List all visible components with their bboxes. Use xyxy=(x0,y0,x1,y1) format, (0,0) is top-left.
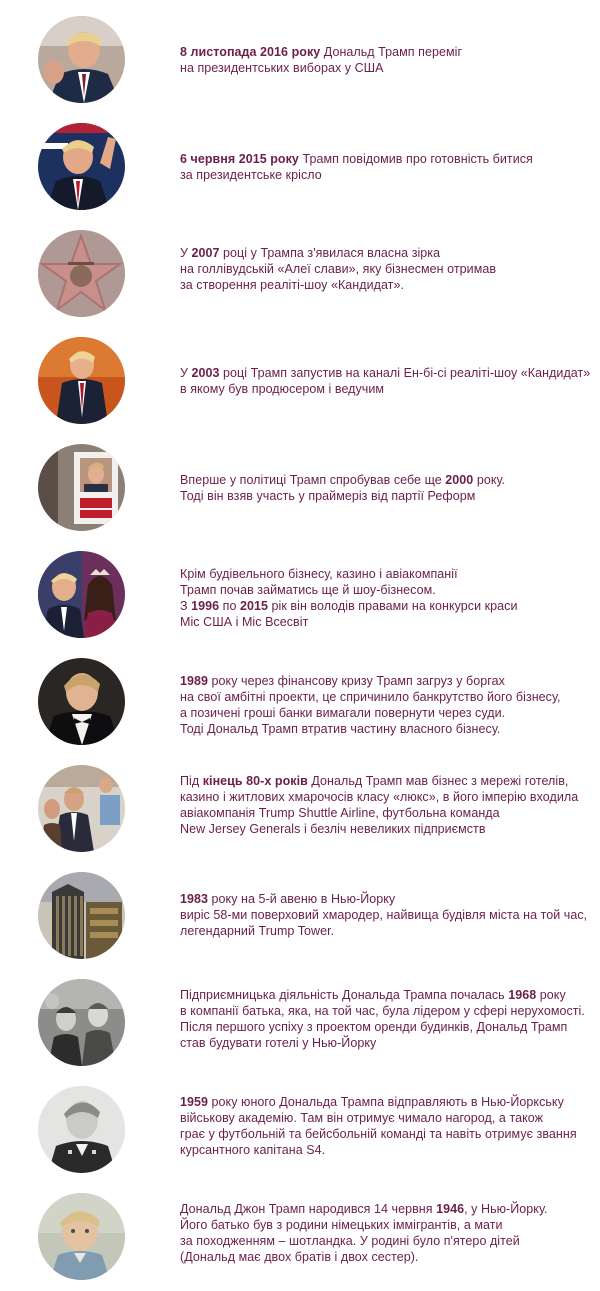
date-highlight: 1989 xyxy=(180,674,209,688)
text-segment: за створення реаліті-шоу «Кандидат». xyxy=(180,278,404,292)
date-highlight: 1983 xyxy=(180,892,209,906)
text-segment: Трамп повідомив про готовність битися xyxy=(298,152,533,166)
trump-2000-sign-photo xyxy=(38,444,125,531)
text-segment: року. xyxy=(473,473,506,487)
timeline-entry-1983 xyxy=(0,863,600,970)
text-segment: в якому був продюсером і ведучим xyxy=(180,382,385,396)
text-segment: року юного Дональда Трампа відправляють в Нью-Йоркську xyxy=(208,1095,564,1109)
text-segment: грає у футбольній та бейсбольній команді та навіть отримує звання xyxy=(180,1127,577,1141)
text-segment: за президентське крісло xyxy=(180,168,322,182)
date-highlight: 2003 xyxy=(191,366,220,380)
text-segment: У xyxy=(180,246,192,260)
entry-text xyxy=(180,245,592,293)
text-segment: по xyxy=(219,599,241,613)
trump-80s-business-photo xyxy=(38,765,125,852)
timeline-entry-2003 xyxy=(0,328,600,435)
text-line xyxy=(180,472,592,488)
timeline-entry-1989 xyxy=(0,649,600,756)
text-line xyxy=(180,789,592,805)
text-line xyxy=(180,44,592,60)
the-apprentice-photo xyxy=(38,337,125,424)
timeline-entry-2007 xyxy=(0,221,600,328)
text-segment: став будувати готелі у Нью-Йорку xyxy=(180,1036,377,1050)
text-segment: року xyxy=(536,988,566,1002)
text-segment: Міс США і Міс Всесвіт xyxy=(180,615,309,629)
entry-text xyxy=(180,1094,592,1158)
text-segment: рік він володів правами на конкурси краси xyxy=(268,599,518,613)
beauty-pageant-photo xyxy=(38,551,125,638)
trump-tuxedo-photo xyxy=(38,658,125,745)
timeline-entry-2000 xyxy=(0,435,600,542)
text-segment: Трамп почав займатись ще й шоу-бізнесом. xyxy=(180,583,436,597)
text-segment: Дональд Трамп переміг xyxy=(320,45,463,59)
entry-text xyxy=(180,891,592,939)
timeline-entry-1959 xyxy=(0,1077,600,1184)
text-segment: , у Нью-Йорку. xyxy=(464,1202,548,1216)
text-segment: році у Трампа з'явилася власна зірка xyxy=(219,246,441,260)
date-highlight: 2007 xyxy=(191,246,220,260)
text-segment: Дональд Джон Трамп народився 14 червня xyxy=(180,1202,437,1216)
date-highlight: 2000 xyxy=(445,473,474,487)
text-line xyxy=(180,245,592,261)
entry-text xyxy=(180,44,592,76)
entry-text xyxy=(180,1201,592,1265)
text-line xyxy=(180,673,592,689)
text-segment: Тоді він взяв участь у праймеріз від партії Реформ xyxy=(180,489,476,503)
text-segment: році Трамп запустив на каналі Ен-бі-сі реаліті-шоу «Кандидат» xyxy=(219,366,591,380)
text-line xyxy=(180,60,592,76)
trump-2016-election-photo xyxy=(38,16,125,103)
timeline-entry-80s xyxy=(0,756,600,863)
entry-text xyxy=(180,566,592,630)
text-segment: Крім будівельного бізнесу, казино і авіакомпанії xyxy=(180,567,458,581)
date-highlight: 2015 xyxy=(240,599,269,613)
entry-text xyxy=(180,151,592,183)
text-segment: З xyxy=(180,599,192,613)
text-segment: в компанії батька, яка, на той час, була лідером у сфері нерухомості. xyxy=(180,1004,585,1018)
text-segment: У xyxy=(180,366,192,380)
text-line xyxy=(180,1126,592,1142)
text-line xyxy=(180,488,592,504)
date-highlight: 1996 xyxy=(191,599,220,613)
text-segment: на свої амбітні проекти, це спричинило банкрутство його бізнесу, xyxy=(180,690,561,704)
timeline-entry-1968 xyxy=(0,970,600,1077)
text-segment: курсантного капітана S4. xyxy=(180,1143,326,1157)
text-segment: (Дональд має двох братів і двох сестер). xyxy=(180,1250,419,1264)
young-trump-family-photo xyxy=(38,979,125,1066)
text-line xyxy=(180,365,592,381)
text-segment: Його батько був з родини німецьких іммігрантів, а мати xyxy=(180,1218,503,1232)
trump-2015-campaign-photo xyxy=(38,123,125,210)
text-segment: за походженням – шотландка. У родині було п'ятеро дітей xyxy=(180,1234,520,1248)
text-segment: на голлівудській «Алеї слави», яку бізнесмен отримав xyxy=(180,262,497,276)
text-line xyxy=(180,582,592,598)
entry-text xyxy=(180,673,592,737)
text-line xyxy=(180,821,592,837)
entry-text xyxy=(180,365,592,397)
date-highlight: 1946 xyxy=(436,1202,465,1216)
hollywood-star-photo xyxy=(38,230,125,317)
timeline-entry-2016 xyxy=(0,7,600,114)
date-highlight: 6 червня 2015 року xyxy=(180,152,299,166)
text-line xyxy=(180,721,592,737)
date-highlight: 8 листопада 2016 року xyxy=(180,45,321,59)
text-line xyxy=(180,1003,592,1019)
text-line xyxy=(180,1201,592,1217)
text-line xyxy=(180,381,592,397)
text-line xyxy=(180,1217,592,1233)
text-line xyxy=(180,277,592,293)
timeline-entry-1996 xyxy=(0,542,600,649)
text-line xyxy=(180,689,592,705)
text-line xyxy=(180,1110,592,1126)
text-line xyxy=(180,598,592,614)
text-line xyxy=(180,907,592,923)
text-segment: Після першого успіху з проектом оренди будинків, Дональд Трамп xyxy=(180,1020,568,1034)
text-line xyxy=(180,1035,592,1051)
text-segment: казино і житлових хмарочосів класу «люкс», в його імперію входила xyxy=(180,790,579,804)
text-segment: на президентських виборах у США xyxy=(180,61,384,75)
text-segment: авіакомпанія Trump Shuttle Airline, футбольна команда xyxy=(180,806,500,820)
text-line xyxy=(180,923,592,939)
date-highlight: 1968 xyxy=(508,988,537,1002)
text-line xyxy=(180,705,592,721)
date-highlight: 1959 xyxy=(180,1095,209,1109)
text-line xyxy=(180,1019,592,1035)
entry-text xyxy=(180,987,592,1051)
text-segment: легендарний Trump Tower. xyxy=(180,924,335,938)
timeline-entry-2015 xyxy=(0,114,600,221)
text-line xyxy=(180,1142,592,1158)
text-segment: року на 5-й авеню в Нью-Йорку xyxy=(208,892,396,906)
text-segment: року через фінансову кризу Трамп загруз у боргах xyxy=(208,674,505,688)
text-line xyxy=(180,773,592,789)
text-segment: New Jersey Generals і безліч невеликих підприємств xyxy=(180,822,486,836)
military-academy-photo xyxy=(38,1086,125,1173)
text-line xyxy=(180,261,592,277)
text-segment: а позичені гроші банки вимагали повернути через суди. xyxy=(180,706,506,720)
text-line xyxy=(180,891,592,907)
text-line xyxy=(180,805,592,821)
text-line xyxy=(180,614,592,630)
text-segment: Дональд Трамп мав бізнес з мережі готелів, xyxy=(307,774,569,788)
text-line xyxy=(180,566,592,582)
text-segment: виріс 58-ми поверховий хмародер, найвища будівля міста на той час, xyxy=(180,908,588,922)
entry-text xyxy=(180,773,592,837)
text-segment: Підприємницька діяльність Дональда Трампа почалась xyxy=(180,988,509,1002)
text-line xyxy=(180,987,592,1003)
text-line xyxy=(180,1094,592,1110)
timeline-entry-1946 xyxy=(0,1184,600,1291)
text-line xyxy=(180,1233,592,1249)
text-segment: Тоді Дональд Трамп втратив частину власного бізнесу. xyxy=(180,722,501,736)
date-highlight: кінець 80-х років xyxy=(202,774,308,788)
text-line xyxy=(180,151,592,167)
entry-text xyxy=(180,472,592,504)
trump-childhood-photo xyxy=(38,1193,125,1280)
text-segment: військову академію. Там він отримує чимало нагород, а також xyxy=(180,1111,544,1125)
trump-tower-photo xyxy=(38,872,125,959)
text-line xyxy=(180,167,592,183)
text-segment: Вперше у політиці Трамп спробував себе ще xyxy=(180,473,446,487)
text-line xyxy=(180,1249,592,1265)
text-segment: Під xyxy=(180,774,203,788)
